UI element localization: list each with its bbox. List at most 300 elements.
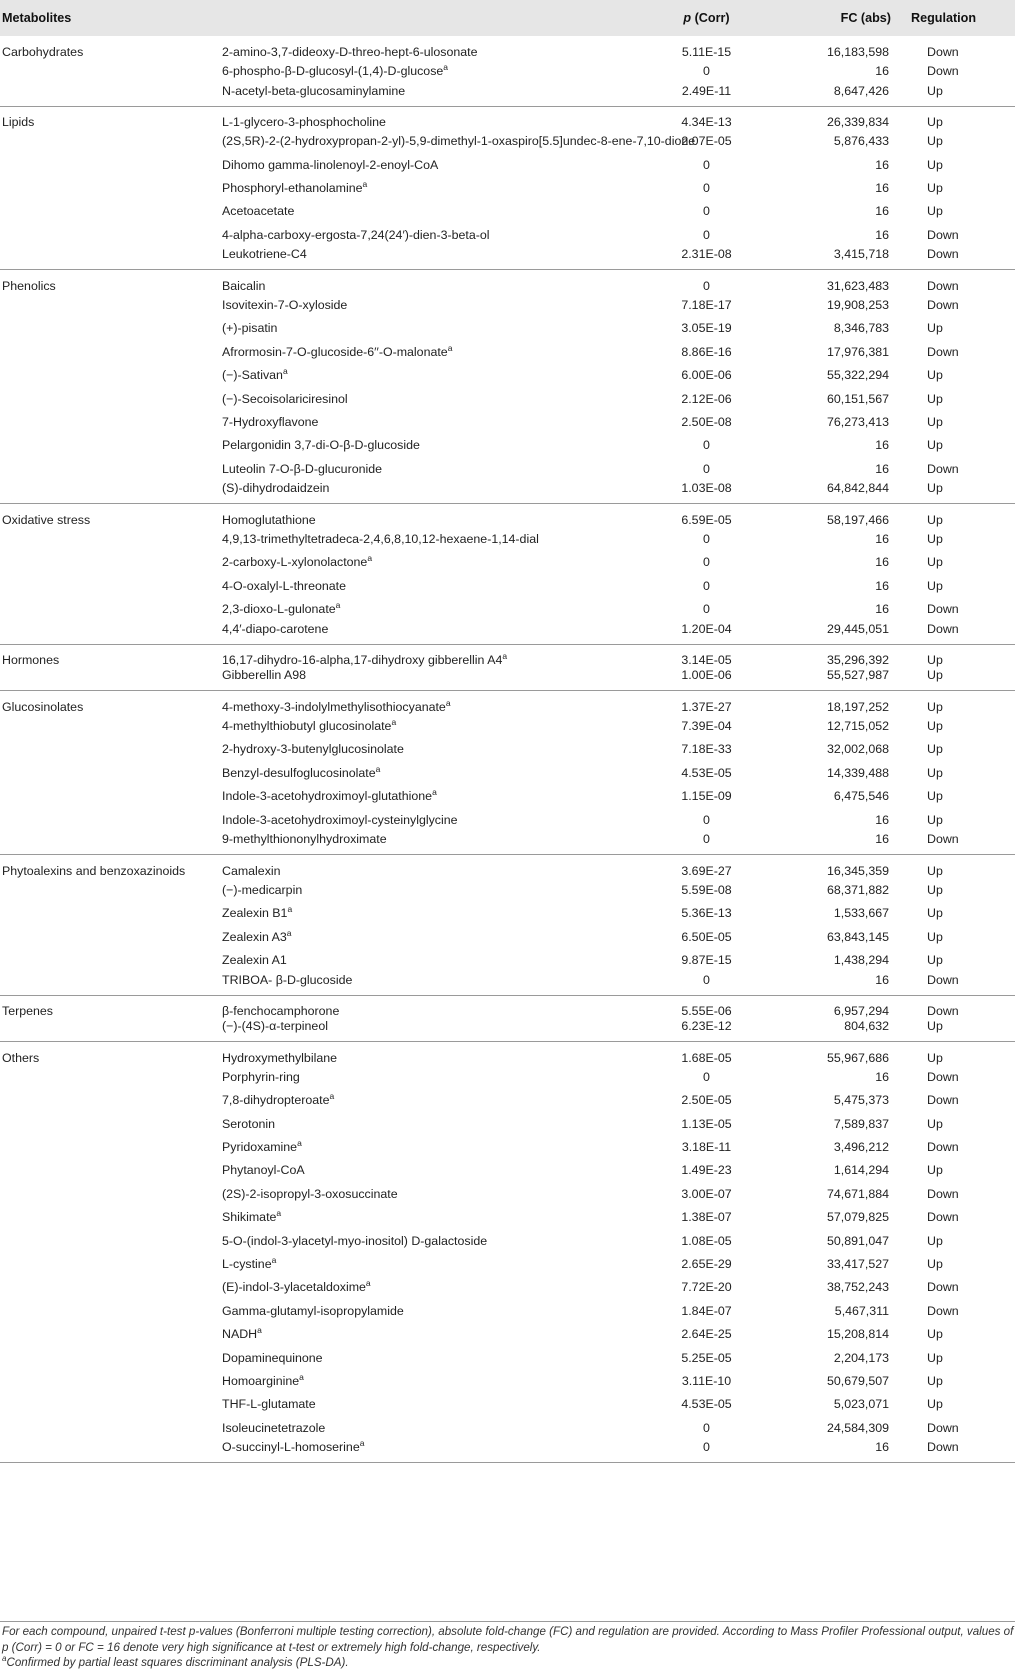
p-corr-cell: 2.31E-08 [681,247,732,262]
metabolite-cell [222,434,638,457]
category-cell [0,925,222,948]
metabolite-name: Dihomo gamma-linolenoyl-2-enoyl-CoA [222,157,439,172]
p-corr-cell: 5.25E-05 [681,1350,732,1365]
fc-cell: 16 [875,64,889,79]
regulation-cell: Down [927,602,959,617]
regulation-cell: Down [927,1420,959,1435]
category-cell [0,948,222,971]
fc-cell: 55,322,294 [826,368,889,383]
p-corr-cell: 5.11E-15 [681,44,732,59]
metabolite-name: (2S,5R)-2-(2-hydroxypropan-2-yl)-5,9-dimethyl-1-oxaspiro[5.5]undec-8-ene-7,10-dione [222,134,696,149]
regulation-cell: Up [927,653,943,668]
regulation-cell: Up [927,181,943,196]
p-corr-cell: 4.53E-05 [681,765,732,780]
p-corr-cell: 3.18E-11 [681,1140,732,1155]
metabolite-cell [222,972,638,995]
regulation-cell: Down [927,344,959,359]
metabolite-name: (−)-Sativan [222,368,283,383]
metabolite-name: Indole-3-acetohydroximoyl-glutathione [222,789,433,804]
table-row [0,948,1015,971]
category-cell: Phenolics [2,278,56,293]
table-row [0,387,1015,410]
table-row [0,480,1015,503]
regulation-cell: Up [927,668,943,683]
category-cell: Carbohydrates [2,44,84,59]
regulation-cell: Up [927,578,943,593]
header-compound [222,0,638,36]
header-metabolites: Metabolites [2,11,72,25]
table-row [0,1393,1015,1416]
table-row [0,1439,1015,1462]
metabolite-name: (S)-dihydrodaidzein [222,481,330,496]
category-cell [0,363,222,386]
metabolite-name: 2-amino-3,7-dideoxy-D-threo-hept-6-ulosonate [222,44,478,59]
table-body [0,36,1015,1463]
metabolite-cell [222,1229,638,1252]
regulation-cell: Up [927,1116,943,1131]
category-cell [0,972,222,995]
p-corr-cell: 2.50E-08 [681,414,732,429]
metabolite-cell [222,1112,638,1135]
metabolite-name: Dopaminequinone [222,1350,323,1365]
p-corr-cell: 0 [703,555,710,570]
fc-cell: 16 [875,204,889,219]
regulation-cell: Down [927,44,959,59]
footnote-a-marker: a [2,1654,7,1664]
metabolite-cell [222,1299,638,1322]
regulation-cell: Up [927,789,943,804]
regulation-cell: Down [927,1440,959,1455]
fc-cell: 16 [875,181,889,196]
metabolite-cell [222,1018,638,1041]
regulation-cell: Up [927,414,943,429]
category-cell [0,387,222,410]
table-row [0,1299,1015,1322]
category-cell [0,1182,222,1205]
metabolite-cell [222,83,638,106]
regulation-cell: Up [927,438,943,453]
metabolite-name: Porphyrin-ring [222,1069,300,1084]
category-cell [0,410,222,433]
pls-da-marker: a [257,1325,262,1336]
p-corr-cell: 3.69E-27 [681,863,732,878]
metabolite-name: (+)-pisatin [222,321,278,336]
category-cell [0,901,222,924]
category-cell [0,457,222,480]
regulation-cell: Up [927,1373,943,1388]
p-corr-cell: 7.18E-17 [681,297,732,312]
regulation-cell: Up [927,531,943,546]
metabolite-cell [222,1065,638,1088]
p-corr-cell: 0 [703,602,710,617]
metabolite-cell [222,574,638,597]
regulation-cell: Up [927,512,943,527]
metabolite-name: Zealexin B1 [222,906,288,921]
metabolite-cell [222,1346,638,1369]
metabolite-cell [222,691,638,714]
table-row [0,293,1015,316]
table-row [0,1018,1015,1041]
table-row [0,106,1015,129]
metabolite-name: Camalexin [222,863,281,878]
metabolite-name: 5-O-(indol-3-ylacetyl-myo-inositol) D-galactoside [222,1233,488,1248]
pls-da-marker: a [365,1278,371,1289]
pls-da-marker: a [362,178,368,189]
metabolite-name: Pyridoxamine [222,1140,298,1155]
fc-cell: 3,496,212 [833,1140,889,1155]
metabolite-cell [222,176,638,199]
table-row [0,247,1015,270]
metabolite-cell [222,948,638,971]
regulation-cell: Up [927,157,943,172]
metabolite-name: 4-alpha-carboxy-ergosta-7,24(24′)-dien-3-beta-ol [222,227,490,242]
p-corr-cell: 0 [703,812,710,827]
category-cell [0,668,222,691]
table-row [0,668,1015,691]
fc-cell: 63,843,145 [826,929,889,944]
fc-cell: 16 [875,1440,889,1455]
category-cell: Phytoalexins and benzoxazinoids [2,863,186,878]
table-row [0,1159,1015,1182]
regulation-cell: Up [927,699,943,714]
fc-cell: 35,296,392 [826,653,889,668]
p-corr-cell: 2.50E-05 [681,1093,732,1108]
table-row [0,1346,1015,1369]
category-cell [0,1206,222,1229]
category-cell [0,247,222,270]
p-corr-cell: 5.55E-06 [681,1003,732,1018]
pls-da-marker: a [432,787,437,798]
category-cell [0,434,222,457]
metabolite-name: N-acetyl-beta-glucosaminylamine [222,83,406,98]
category-cell [0,808,222,831]
metabolite-name: L-1-glycero-3-phosphocholine [222,115,386,130]
p-corr-cell: 1.84E-07 [681,1303,732,1318]
regulation-cell: Down [927,1069,959,1084]
p-corr-cell: 1.15E-09 [681,789,732,804]
category-cell [0,1018,222,1041]
category-cell [0,831,222,854]
metabolite-name: Luteolin 7-O-β-D-glucuronide [222,461,383,476]
p-corr-cell: 5.59E-08 [681,882,732,897]
table-row [0,153,1015,176]
metabolite-cell [222,925,638,948]
metabolite-cell [222,1369,638,1392]
category-cell [0,1135,222,1158]
category-cell [0,738,222,761]
table-row [0,1252,1015,1275]
fc-cell: 804,632 [844,1019,889,1034]
fc-cell: 16 [875,461,889,476]
table-row [0,83,1015,106]
fc-cell: 50,679,507 [826,1373,889,1388]
fc-cell: 16,183,598 [826,44,889,59]
header-regulation: Regulation [911,11,977,25]
metabolite-name: Baicalin [222,278,266,293]
pls-da-marker: a [375,763,381,774]
metabolite-name: Benzyl-desulfoglucosinolate [222,765,376,780]
fc-cell: 50,891,047 [826,1233,889,1248]
regulation-cell: Down [927,297,959,312]
category-cell [0,317,222,340]
fc-cell: 12,715,052 [826,719,889,734]
category-cell [0,59,222,82]
p-corr-cell: 0 [703,438,710,453]
metabolite-cell [222,995,638,1018]
pls-da-marker: a [282,366,288,377]
metabolite-cell [222,293,638,316]
metabolite-cell [222,1182,638,1205]
fc-cell: 1,533,667 [833,906,889,921]
metabolite-name: Isovitexin-7-O-xyloside [222,297,348,312]
category-cell [0,597,222,620]
table-row [0,1135,1015,1158]
fc-cell: 31,623,483 [826,278,889,293]
footnote-a [2,1655,1015,1671]
regulation-cell: Up [927,321,943,336]
table-row [0,901,1015,924]
pls-da-marker: a [335,599,341,610]
metabolite-name: Zealexin A1 [222,952,287,967]
category-cell [0,1276,222,1299]
regulation-cell: Down [927,1140,959,1155]
fc-cell: 16,345,359 [826,863,889,878]
fc-cell: 16 [875,531,889,546]
regulation-cell: Up [927,929,943,944]
metabolite-name: (E)-indol-3-ylacetaldoxime [222,1280,366,1295]
metabolite-name: Phosphoryl-ethanolamine [222,181,363,196]
metabolite-cell [222,1135,638,1158]
category-cell [0,527,222,550]
p-corr-cell: 1.20E-04 [681,621,732,636]
p-corr-cell: 8.86E-16 [681,344,732,359]
metabolite-cell [222,223,638,246]
metabolite-name: 7,8-dihydropteroate [222,1093,330,1108]
p-corr-cell: 4.34E-13 [681,115,732,130]
metabolite-name: TRIBOA- β-D-glucoside [222,972,353,987]
p-corr-cell: 6.00E-06 [681,368,732,383]
table-row [0,363,1015,386]
metabolite-cell [222,901,638,924]
fc-cell: 58,197,466 [826,512,889,527]
metabolite-name: THF-L-glutamate [222,1397,316,1412]
p-corr-cell: 0 [703,204,710,219]
category-cell [0,1089,222,1112]
header-p-rest: (Corr) [691,11,730,25]
table-row [0,621,1015,644]
regulation-cell: Down [927,64,959,79]
regulation-cell: Up [927,1327,943,1342]
p-corr-cell: 9.87E-15 [681,952,732,967]
fc-cell: 29,445,051 [826,621,889,636]
category-cell [0,1229,222,1252]
metabolite-cell [222,831,638,854]
p-corr-cell: 0 [703,64,710,79]
regulation-cell: Down [927,972,959,987]
category-cell [0,621,222,644]
metabolite-cell [222,621,638,644]
fc-cell: 8,346,783 [833,321,889,336]
regulation-cell: Down [927,832,959,847]
regulation-cell: Down [927,461,959,476]
category-cell [0,1159,222,1182]
p-corr-cell: 0 [703,1440,710,1455]
fc-cell: 16 [875,555,889,570]
metabolite-name: 4-O-oxalyl-L-threonate [222,578,346,593]
p-corr-cell: 2.07E-05 [681,134,732,149]
footnote-a-text: Confirmed by partial least squares discriminant analysis (PLS-DA). [6,1656,349,1669]
metabolite-cell [222,153,638,176]
metabolite-name: 4-methylthiobutyl glucosinolate [222,719,392,734]
table-row [0,223,1015,246]
fc-cell: 55,527,987 [826,668,889,683]
metabolite-name: Zealexin A3 [222,929,287,944]
p-corr-cell: 1.37E-27 [681,699,732,714]
metabolite-cell [222,551,638,574]
table-row [0,738,1015,761]
metabolite-cell [222,317,638,340]
metabolite-cell [222,761,638,784]
metabolite-cell [222,200,638,223]
fc-cell: 26,339,834 [826,115,889,130]
regulation-cell: Up [927,742,943,757]
metabolite-name: NADH [222,1327,258,1342]
table-row [0,434,1015,457]
regulation-cell: Up [927,1050,943,1065]
fc-cell: 17,976,381 [826,344,889,359]
metabolite-cell [222,878,638,901]
category-cell [0,574,222,597]
p-corr-cell: 0 [703,972,710,987]
fc-cell: 16 [875,1069,889,1084]
metabolite-name: L-cystine [222,1257,272,1271]
table-row [0,1065,1015,1088]
fc-cell: 7,589,837 [833,1116,889,1131]
category-cell [0,551,222,574]
fc-cell: 16 [875,972,889,987]
pls-da-marker: a [359,1438,365,1449]
regulation-cell: Up [927,204,943,219]
fc-cell: 6,475,546 [833,789,889,804]
category-cell [0,1439,222,1462]
table-row [0,1416,1015,1439]
p-corr-cell: 0 [703,157,710,172]
category-cell [0,878,222,901]
metabolite-name: Gibberellin A98 [222,668,307,683]
p-corr-cell: 3.14E-05 [681,653,732,668]
p-corr-cell: 0 [703,832,710,847]
fc-cell: 74,671,884 [826,1186,889,1201]
header-fc: FC (abs) [840,11,891,25]
fc-cell: 76,273,413 [826,414,889,429]
fc-cell: 16 [875,157,889,172]
metabolite-cell [222,36,638,59]
metabolite-cell [222,270,638,293]
metabolite-name: Phytanoyl-CoA [222,1163,305,1178]
regulation-cell: Up [927,1257,943,1271]
category-cell [0,1322,222,1345]
metabolite-cell [222,1322,638,1345]
metabolite-name: (−)-(4S)-α-terpineol [222,1019,328,1034]
category-cell [0,200,222,223]
metabolite-name: 2-carboxy-L-xylonolactone [222,555,368,570]
metabolite-cell [222,410,638,433]
table-row [0,340,1015,363]
table-row [0,504,1015,527]
p-corr-cell: 4.53E-05 [681,1397,732,1412]
metabolite-cell [222,1206,638,1229]
category-cell [0,1065,222,1088]
metabolite-name: Acetoacetate [222,204,295,219]
fc-cell: 16 [875,602,889,617]
regulation-cell: Up [927,134,943,149]
regulation-cell: Down [927,1186,959,1201]
p-corr-cell: 7.18E-33 [681,742,732,757]
regulation-cell: Down [927,227,959,242]
metabolite-cell [222,668,638,691]
category-cell [0,1299,222,1322]
metabolite-name: Pelargonidin 3,7-di-O-β-D-glucoside [222,438,420,453]
p-corr-cell: 1.08E-05 [681,1233,732,1248]
metabolite-cell [222,808,638,831]
fc-cell: 16 [875,438,889,453]
regulation-cell: Up [927,481,943,496]
table-row [0,130,1015,153]
header-p-corr [638,0,773,36]
fc-cell: 68,371,882 [826,882,889,897]
table-row [0,972,1015,995]
metabolite-cell [222,1393,638,1416]
category-cell: Terpenes [2,1003,53,1018]
metabolite-name: Homoarginine [222,1373,300,1388]
table-row [0,200,1015,223]
pls-da-marker: a [276,1208,282,1219]
fc-cell: 15,208,814 [826,1327,889,1342]
metabolite-name: 4,4′-diapo-carotene [222,621,329,636]
regulation-cell: Down [927,1003,959,1018]
table-row [0,691,1015,714]
regulation-cell: Down [927,1303,959,1318]
p-corr-cell: 6.59E-05 [681,512,732,527]
header-p-italic: p [683,11,692,25]
category-cell [0,130,222,153]
p-corr-cell: 0 [703,578,710,593]
regulation-cell: Down [927,1210,959,1225]
metabolite-name: Afrormosin-7-O-glucoside-6′′-O-malonate [222,344,448,359]
table-row [0,270,1015,293]
regulation-cell: Up [927,1019,943,1034]
fc-cell: 16 [875,578,889,593]
regulation-cell: Up [927,391,943,406]
regulation-cell: Down [927,247,959,262]
table-row [0,1089,1015,1112]
table-row [0,855,1015,878]
table-row [0,831,1015,854]
fc-cell: 55,967,686 [826,1050,889,1065]
table-row [0,176,1015,199]
p-corr-cell: 2.12E-06 [681,391,732,406]
regulation-cell: Up [927,115,943,130]
p-corr-cell: 1.68E-05 [681,1050,732,1065]
fc-cell: 18,197,252 [826,699,889,714]
metabolite-name: Isoleucinetetrazole [222,1420,326,1435]
metabolite-name: 2,3-dioxo-L-gulonate [222,602,336,617]
pls-da-marker: a [391,716,397,727]
category-cell [0,153,222,176]
table-row [0,785,1015,808]
regulation-cell: Up [927,1397,943,1412]
regulation-cell: Down [927,1280,959,1295]
